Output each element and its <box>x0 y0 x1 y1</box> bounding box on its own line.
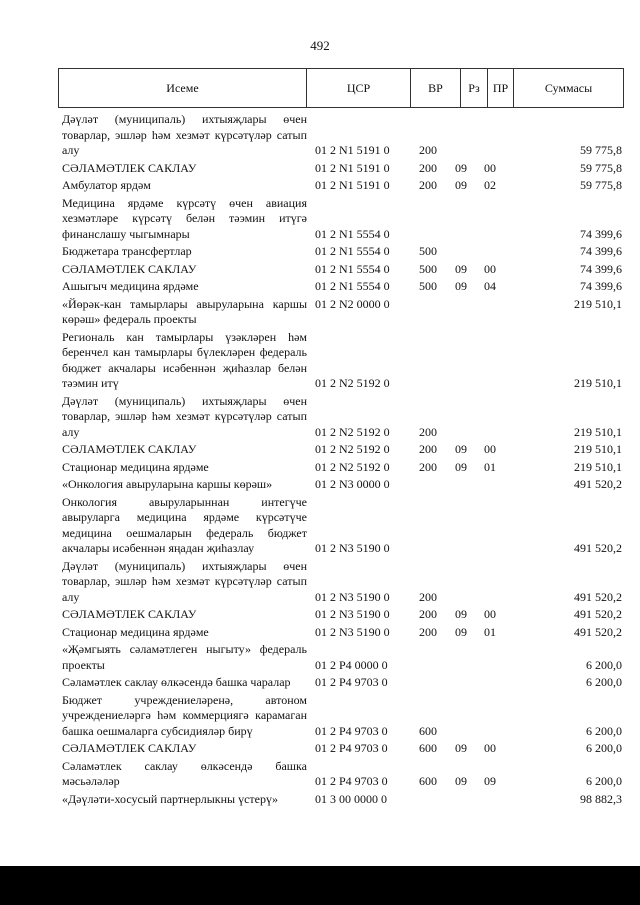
table-row <box>62 625 622 641</box>
cell-name: Онкология авыруларыннан интегүче авыруларга медицина ярдәме күрсәтүче медицина оешмаларын федераль бюджет акчалары исәбеннән яңадан җиһазлау <box>62 494 307 555</box>
cell-sum: 59 775,8 <box>580 178 622 192</box>
table-row <box>62 442 622 458</box>
cell-vr: 200 <box>419 424 437 439</box>
cell-rz: 09 <box>455 261 467 276</box>
cell-sum: 59 775,8 <box>580 160 622 175</box>
cell-rz: 09 <box>455 741 467 755</box>
cell-pr: 09 <box>484 774 496 788</box>
cell-vr: 200 <box>419 589 437 604</box>
table-row <box>62 244 622 260</box>
cell-sum: 491 520,2 <box>574 624 622 639</box>
cell-csr: 01 2 N2 5192 0 <box>315 424 390 439</box>
cell-name: Региональ кан тамырлары үзәкләрен һәм беренчел кан тамырлары бүлекләрен федераль бюджет акчалары исәбеннән җиһазлар белән тәэмин итү <box>62 329 307 390</box>
cell-sum: 491 520,2 <box>574 541 622 555</box>
cell-pr: 04 <box>484 279 496 293</box>
cell-sum: 6 200,0 <box>586 723 622 738</box>
cell-vr: 500 <box>419 279 437 293</box>
table-row <box>62 161 622 177</box>
cell-sum: 219 510,1 <box>574 442 622 456</box>
header-pr: ПР <box>488 69 514 107</box>
cell-vr: 200 <box>419 143 437 157</box>
cell-csr: 01 2 N3 5190 0 <box>315 607 390 621</box>
cell-sum: 74 399,6 <box>580 261 622 276</box>
table-row <box>62 759 622 790</box>
cell-name: СӘЛАМӘТЛЕК САКЛАУ <box>62 442 197 456</box>
cell-sum: 6 200,0 <box>586 675 622 689</box>
cell-rz: 09 <box>455 279 467 293</box>
cell-vr: 600 <box>419 774 437 788</box>
cell-csr: 01 2 P4 9703 0 <box>315 741 388 755</box>
table-header <box>58 68 624 108</box>
page-number: 492 <box>310 38 330 53</box>
cell-pr: 00 <box>484 741 496 755</box>
cell-name: Бюджетара трансфертлар <box>62 244 192 258</box>
header-csr: ЦСР <box>307 69 411 107</box>
cell-sum: 6 200,0 <box>586 774 622 788</box>
cell-sum: 74 399,6 <box>580 244 622 258</box>
table-row <box>62 792 622 808</box>
cell-name: СӘЛАМӘТЛЕК САКЛАУ <box>62 741 197 755</box>
cell-csr: 01 2 P4 9703 0 <box>315 723 388 738</box>
cell-vr: 200 <box>419 624 437 639</box>
cell-vr: 200 <box>419 459 437 474</box>
table-row <box>62 297 622 328</box>
cell-rz: 09 <box>455 442 467 456</box>
cell-csr: 01 2 P4 9703 0 <box>315 675 388 689</box>
table-row <box>62 196 622 243</box>
cell-vr: 600 <box>419 741 437 755</box>
cell-sum: 6 200,0 <box>586 657 622 672</box>
table-row <box>62 178 622 194</box>
cell-rz: 09 <box>455 160 467 175</box>
table-row <box>62 262 622 278</box>
cell-sum: 219 510,1 <box>574 424 622 439</box>
cell-vr: 200 <box>419 442 437 456</box>
table-row <box>62 477 622 493</box>
cell-pr: 01 <box>484 459 496 474</box>
cell-name: СӘЛАМӘТЛЕК САКЛАУ <box>62 261 197 276</box>
table-row <box>62 460 622 476</box>
cell-vr: 500 <box>419 261 437 276</box>
cell-name: Стационар медицина ярдәме <box>62 459 209 474</box>
cell-sum: 491 520,2 <box>574 589 622 604</box>
cell-csr: 01 2 N1 5554 0 <box>315 279 390 293</box>
cell-name: Ашыгыч медицина ярдәме <box>62 279 199 293</box>
cell-sum: 219 510,1 <box>574 296 622 311</box>
cell-sum: 219 510,1 <box>574 376 622 390</box>
cell-name: Амбулатор ярдәм <box>62 178 151 192</box>
cell-rz: 09 <box>455 624 467 639</box>
cell-vr: 500 <box>419 244 437 258</box>
cell-csr: 01 2 N3 5190 0 <box>315 624 390 639</box>
cell-pr: 00 <box>484 607 496 621</box>
cell-name: Бюджет учреждениеләренә, автоном учреждениеләргә һәм коммерциягә карамаган башка оешмаларга субсидияләр бирү <box>62 692 307 738</box>
cell-csr: 01 2 N3 0000 0 <box>315 477 390 491</box>
cell-name: «Җәмгыять сәламәтлеген ныгыту» федераль проекты <box>62 642 307 672</box>
table-row <box>62 394 622 441</box>
cell-vr: 600 <box>419 723 437 738</box>
cell-name: Стационар медицина ярдәме <box>62 624 209 639</box>
cell-sum: 491 520,2 <box>574 477 622 491</box>
cell-csr: 01 2 N2 5192 0 <box>315 376 390 390</box>
table-row <box>62 559 622 606</box>
cell-name: СӘЛАМӘТЛЕК САКЛАУ <box>62 607 197 621</box>
cell-csr: 01 2 N3 5190 0 <box>315 541 390 555</box>
cell-csr: 01 2 N1 5191 0 <box>315 160 390 175</box>
header-rz: Рз <box>461 69 488 107</box>
cell-csr: 01 3 00 0000 0 <box>315 791 387 806</box>
table-body <box>62 112 622 807</box>
cell-pr: 00 <box>484 261 496 276</box>
cell-name: СӘЛАМӘТЛЕК САКЛАУ <box>62 160 197 175</box>
cell-csr: 01 2 N1 5191 0 <box>315 178 390 192</box>
cell-csr: 01 2 N1 5191 0 <box>315 143 390 157</box>
cell-sum: 491 520,2 <box>574 607 622 621</box>
cell-rz: 09 <box>455 607 467 621</box>
header-name: Исеме <box>59 69 307 107</box>
cell-sum: 74 399,6 <box>580 226 622 241</box>
cell-rz: 09 <box>455 774 467 788</box>
cell-name: «Дәүләти-хосусый партнерлыкны үстерү» <box>62 791 278 806</box>
cell-name: Сәламәтлек саклау өлкәсендә башка мәсьәләләр <box>62 758 307 788</box>
cell-name: Дәүләт (муниципаль) ихтыяҗлары өчен товарлар, эшләр һәм хезмәт күрсәтүләр сатып алу <box>62 558 307 604</box>
cell-sum: 59 775,8 <box>580 143 622 157</box>
cell-csr: 01 2 P4 0000 0 <box>315 657 388 672</box>
table-row <box>62 112 622 159</box>
cell-name: Дәүләт (муниципаль) ихтыяҗлары өчен товарлар, эшләр һәм хезмәт күрсәтүләр сатып алу <box>62 112 307 157</box>
cell-name: Медицина ярдәме күрсәтү өчен авиация хезмәтләре күрсәтү белән тәэмин итүгә финанслашу чыгымнары <box>62 195 307 241</box>
scan-bottom-edge <box>0 866 640 905</box>
cell-csr: 01 2 N1 5554 0 <box>315 261 390 276</box>
table-row <box>62 741 622 757</box>
cell-name: Дәүләт (муниципаль) ихтыяҗлары өчен товарлар, эшләр һәм хезмәт күрсәтүләр сатып алу <box>62 393 307 439</box>
cell-csr: 01 2 N3 5190 0 <box>315 589 390 604</box>
cell-vr: 200 <box>419 160 437 175</box>
cell-csr: 01 2 N1 5554 0 <box>315 226 390 241</box>
cell-rz: 09 <box>455 178 467 192</box>
table-row <box>62 495 622 557</box>
cell-vr: 200 <box>419 178 437 192</box>
header-vr: ВР <box>411 69 461 107</box>
cell-sum: 74 399,6 <box>580 279 622 293</box>
cell-sum: 98 882,3 <box>580 791 622 806</box>
cell-pr: 01 <box>484 624 496 639</box>
cell-csr: 01 2 P4 9703 0 <box>315 774 388 788</box>
cell-csr: 01 2 N2 5192 0 <box>315 442 390 456</box>
cell-pr: 00 <box>484 160 496 175</box>
cell-rz: 09 <box>455 459 467 474</box>
table-row <box>62 607 622 623</box>
table-row <box>62 279 622 295</box>
table-row <box>62 330 622 392</box>
cell-pr: 00 <box>484 442 496 456</box>
table-row <box>62 642 622 673</box>
cell-name: Сәламәтлек саклау өлкәсендә башка чаралар <box>62 675 291 689</box>
header-sum: Суммасы <box>544 81 593 95</box>
cell-name: «Йөрәк-кан тамырлары авыруларына каршы көрәш» федераль проекты <box>62 296 307 326</box>
table-row <box>62 693 622 740</box>
cell-csr: 01 2 N2 5192 0 <box>315 459 390 474</box>
cell-csr: 01 2 N1 5554 0 <box>315 244 390 258</box>
cell-pr: 02 <box>484 178 496 192</box>
cell-sum: 219 510,1 <box>574 459 622 474</box>
cell-vr: 200 <box>419 607 437 621</box>
cell-csr: 01 2 N2 0000 0 <box>315 296 390 311</box>
cell-name: «Онкология авыруларына каршы көрәш» <box>62 477 273 491</box>
table-row <box>62 675 622 691</box>
cell-sum: 6 200,0 <box>586 741 622 755</box>
